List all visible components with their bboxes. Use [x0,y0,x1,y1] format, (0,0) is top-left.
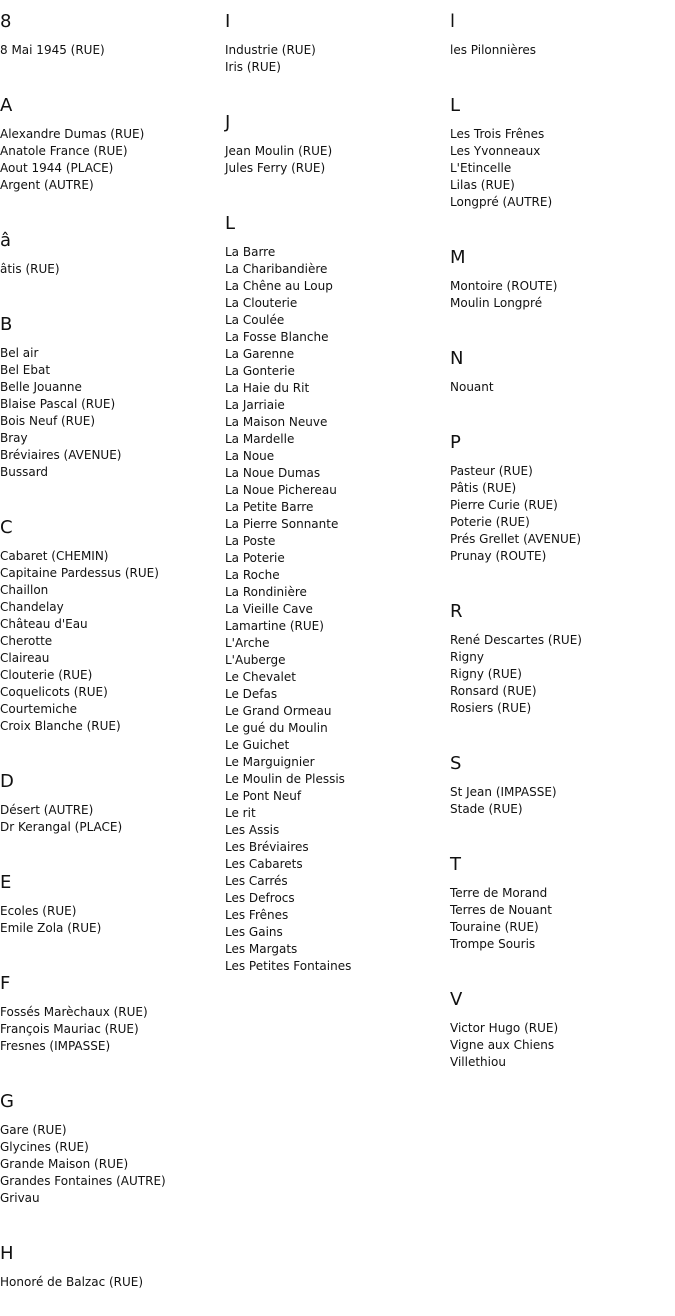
street-link[interactable]: Bel air [0,346,39,360]
street-link[interactable]: Terres de Nouant [450,903,552,917]
street-link[interactable]: Rigny (RUE) [450,667,522,681]
group-spacer [0,1291,220,1316]
group-spacer [450,953,670,978]
letter-group [0,772,220,861]
letter-heading: E [0,872,12,893]
street-link[interactable]: La Gonterie [225,364,295,378]
street-link[interactable]: Pâtis (RUE) [450,481,517,495]
street-index-column-2 [225,0,445,1000]
street-link[interactable]: Prés Grellet (AVENUE) [450,532,582,546]
street-link[interactable]: Le Chevalet [225,670,296,684]
street-link[interactable]: La Jarriaie [225,398,285,412]
street-list [450,379,670,396]
street-list [225,244,445,975]
street-list [450,126,670,211]
street-link[interactable]: Nouant [450,380,494,394]
street-link[interactable]: L'Etincelle [450,161,512,175]
street-list [225,143,445,177]
letter-group [450,855,670,978]
group-spacer [450,312,670,337]
street-link[interactable]: Bois Neuf (RUE) [0,414,96,428]
street-list [450,278,670,312]
letter-heading: V [450,989,463,1010]
street-link[interactable]: Les Margats [225,942,298,956]
group-spacer [450,59,670,84]
street-link[interactable]: Bel Ebat [0,363,51,377]
street-link[interactable]: Les Defrocs [225,891,295,905]
street-link[interactable]: Dr Kerangal (PLACE) [0,820,123,834]
street-link[interactable]: Chandelay [0,600,64,614]
street-link[interactable]: Le Marguignier [225,755,315,769]
street-link[interactable]: Fresnes (IMPASSE) [0,1039,111,1053]
street-link[interactable]: Aout 1944 (PLACE) [0,161,114,175]
street-list [0,261,220,278]
letter-heading: J [225,112,231,133]
letter-heading: M [450,247,466,268]
street-link[interactable]: La Coulée [225,313,285,327]
letter-group [0,231,220,303]
street-link[interactable]: Ecoles (RUE) [0,904,77,918]
street-link[interactable]: Anatole France (RUE) [0,144,128,158]
letter-heading: G [0,1091,14,1112]
letter-heading: N [450,348,464,369]
street-link[interactable]: Grivau [0,1191,40,1205]
street-link[interactable]: Alexandre Dumas (RUE) [0,127,145,141]
street-list [450,885,670,953]
street-link[interactable]: François Mauriac (RUE) [0,1022,139,1036]
street-link[interactable]: La Poterie [225,551,285,565]
letter-group [225,113,445,202]
street-list [450,1020,670,1071]
street-link[interactable]: La Charibandière [225,262,328,276]
street-link[interactable]: Victor Hugo (RUE) [450,1021,559,1035]
street-link[interactable]: La Mardelle [225,432,295,446]
street-link[interactable]: Jules Ferry (RUE) [225,161,326,175]
street-link[interactable]: Bussard [0,465,49,479]
street-link[interactable]: Fossés Marèchaux (RUE) [0,1005,148,1019]
letter-heading: D [0,771,14,792]
street-link[interactable]: La Roche [225,568,280,582]
street-link[interactable]: René Descartes (RUE) [450,633,582,647]
street-list [0,126,220,194]
street-link[interactable]: Prunay (ROUTE) [450,549,547,563]
street-link[interactable]: L'Auberge [225,653,286,667]
street-link[interactable]: Glycines (RUE) [0,1140,89,1154]
street-link[interactable]: Stade (RUE) [450,802,523,816]
street-link[interactable]: Ronsard (RUE) [450,684,537,698]
street-link[interactable]: Courtemiche [0,702,77,716]
street-link[interactable]: La Pierre Sonnante [225,517,339,531]
street-list [0,1274,220,1291]
street-list [0,903,220,937]
street-link[interactable]: Les Assis [225,823,280,837]
letter-heading: T [450,854,461,875]
street-list [450,784,670,818]
street-link[interactable]: Pasteur (RUE) [450,464,533,478]
street-link[interactable]: Clouterie (RUE) [0,668,93,682]
letter-heading: B [0,314,13,335]
group-spacer [450,717,670,742]
group-spacer [0,836,220,861]
letter-heading: C [0,517,13,538]
group-spacer [225,975,445,1000]
street-link[interactable]: Désert (AUTRE) [0,803,94,817]
group-spacer [0,194,220,219]
street-link[interactable]: Vigne aux Chiens [450,1038,555,1052]
street-link[interactable]: L'Arche [225,636,270,650]
street-link[interactable]: Touraine (RUE) [450,920,539,934]
street-list [0,345,220,481]
street-link[interactable]: Le Defas [225,687,278,701]
street-link[interactable]: Blaise Pascal (RUE) [0,397,116,411]
group-spacer [450,396,670,421]
street-link[interactable]: Le rit [225,806,256,820]
street-link[interactable]: Poterie (RUE) [450,515,530,529]
street-link[interactable]: Jean Moulin (RUE) [225,144,333,158]
street-link[interactable]: Lilas (RUE) [450,178,515,192]
street-link[interactable]: Pierre Curie (RUE) [450,498,558,512]
street-link[interactable]: 8 Mai 1945 (RUE) [0,43,105,57]
group-spacer [0,937,220,962]
street-link[interactable]: Les Bréviaires [225,840,309,854]
street-link[interactable]: Moulin Longpré [450,296,543,310]
street-link[interactable]: Grandes Fontaines (AUTRE) [0,1174,166,1188]
group-spacer [0,278,220,303]
street-link[interactable]: La Maison Neuve [225,415,328,429]
letter-group [450,96,670,236]
street-link[interactable]: La Noue Dumas [225,466,321,480]
street-link[interactable]: Lamartine (RUE) [225,619,324,633]
letter-group [0,1092,220,1232]
street-link[interactable]: Trompe Souris [450,937,536,951]
street-link[interactable]: Grande Maison (RUE) [0,1157,129,1171]
street-link[interactable]: La Haie du Rit [225,381,310,395]
street-list [0,1122,220,1207]
letter-heading: A [0,95,13,116]
street-link[interactable]: Rigny [450,650,484,664]
letter-group [0,315,220,506]
group-spacer [225,76,445,101]
street-link[interactable]: Emile Zola (RUE) [0,921,102,935]
letter-group [450,754,670,843]
street-link[interactable]: La Chêne au Loup [225,279,333,293]
street-list [450,42,670,59]
letter-group [225,12,445,101]
street-list [0,802,220,836]
street-list [0,548,220,735]
street-link[interactable]: La Garenne [225,347,295,361]
letter-heading: R [450,601,463,622]
street-link[interactable]: Les Yvonneaux [450,144,541,158]
letter-group [450,433,670,590]
street-link[interactable]: Bray [0,431,28,445]
letter-group [450,990,670,1096]
street-list [450,632,670,717]
street-link[interactable]: Honoré de Balzac (RUE) [0,1275,144,1289]
street-link[interactable]: La Barre [225,245,276,259]
group-spacer [0,1055,220,1080]
street-link[interactable]: Villethiou [450,1055,506,1069]
letter-heading: 8 [0,11,12,32]
street-link[interactable]: Chaillon [0,583,49,597]
street-link[interactable]: Iris (RUE) [225,60,281,74]
street-link[interactable]: Le Guichet [225,738,290,752]
group-spacer [0,481,220,506]
street-link[interactable]: Terre de Morand [450,886,548,900]
group-spacer [450,818,670,843]
street-link[interactable]: Les Frênes [225,908,289,922]
group-spacer [450,565,670,590]
group-spacer [450,211,670,236]
letter-group [0,974,220,1080]
street-link[interactable]: Cabaret (CHEMIN) [0,549,109,563]
street-link[interactable]: Industrie (RUE) [225,43,316,57]
street-link[interactable]: La Rondinière [225,585,307,599]
street-link[interactable]: La Noue Pichereau [225,483,337,497]
street-link[interactable]: Montoire (ROUTE) [450,279,558,293]
street-list [225,42,445,76]
letter-group [0,873,220,962]
group-spacer [450,1071,670,1096]
street-link[interactable]: Capitaine Pardessus (RUE) [0,566,159,580]
street-link[interactable]: Coquelicots (RUE) [0,685,108,699]
street-link[interactable]: La Petite Barre [225,500,314,514]
street-link[interactable]: Bréviaires (AVENUE) [0,448,122,462]
street-link[interactable]: La Fosse Blanche [225,330,329,344]
letter-group [450,12,670,84]
street-list [450,463,670,565]
letter-group [0,96,220,219]
letter-group [450,602,670,742]
letter-heading: F [0,973,11,994]
street-link[interactable]: Argent (AUTRE) [0,178,94,192]
street-link[interactable]: Croix Blanche (RUE) [0,719,121,733]
street-link[interactable]: Le Pont Neuf [225,789,302,803]
street-link[interactable]: Château d'Eau [0,617,88,631]
street-link[interactable]: Le gué du Moulin [225,721,328,735]
street-link[interactable]: Les Trois Frênes [450,127,545,141]
letter-heading: P [450,432,461,453]
street-link[interactable]: La Noue [225,449,275,463]
street-link[interactable]: Les Cabarets [225,857,303,871]
street-link[interactable]: Le Grand Ormeau [225,704,332,718]
letter-heading: H [0,1243,14,1264]
letter-heading: â [0,230,12,251]
letter-group [450,248,670,337]
street-index-column-1 [0,0,220,1316]
letter-heading: L [450,95,461,116]
letter-group [225,214,445,1000]
street-link[interactable]: Les Carrés [225,874,288,888]
street-link[interactable]: Rosiers (RUE) [450,701,532,715]
street-index-column-3 [450,0,670,1096]
street-link[interactable]: Les Gains [225,925,283,939]
street-link[interactable]: Les Petites Fontaines [225,959,352,973]
street-link[interactable]: les Pilonnières [450,43,536,57]
letter-group [450,349,670,421]
street-link[interactable]: Longpré (AUTRE) [450,195,553,209]
street-link[interactable]: Belle Jouanne [0,380,82,394]
street-link[interactable]: Cherotte [0,634,53,648]
letter-heading: L [225,213,236,234]
street-link[interactable]: La Clouterie [225,296,298,310]
letter-heading: I [225,11,231,32]
group-spacer [225,177,445,202]
street-link[interactable]: âtis (RUE) [0,262,60,276]
letter-group [0,1244,220,1316]
letter-heading: l [450,11,456,32]
street-list [0,42,220,59]
street-link[interactable]: Gare (RUE) [0,1123,67,1137]
street-link[interactable]: La Poste [225,534,276,548]
street-link[interactable]: Claireau [0,651,50,665]
street-link[interactable]: La Vieille Cave [225,602,313,616]
street-link[interactable]: Le Moulin de Plessis [225,772,345,786]
street-link[interactable]: St Jean (IMPASSE) [450,785,557,799]
letter-group [0,12,220,84]
group-spacer [0,735,220,760]
street-list [0,1004,220,1055]
letter-group [0,518,220,760]
letter-heading: S [450,753,462,774]
group-spacer [0,59,220,84]
